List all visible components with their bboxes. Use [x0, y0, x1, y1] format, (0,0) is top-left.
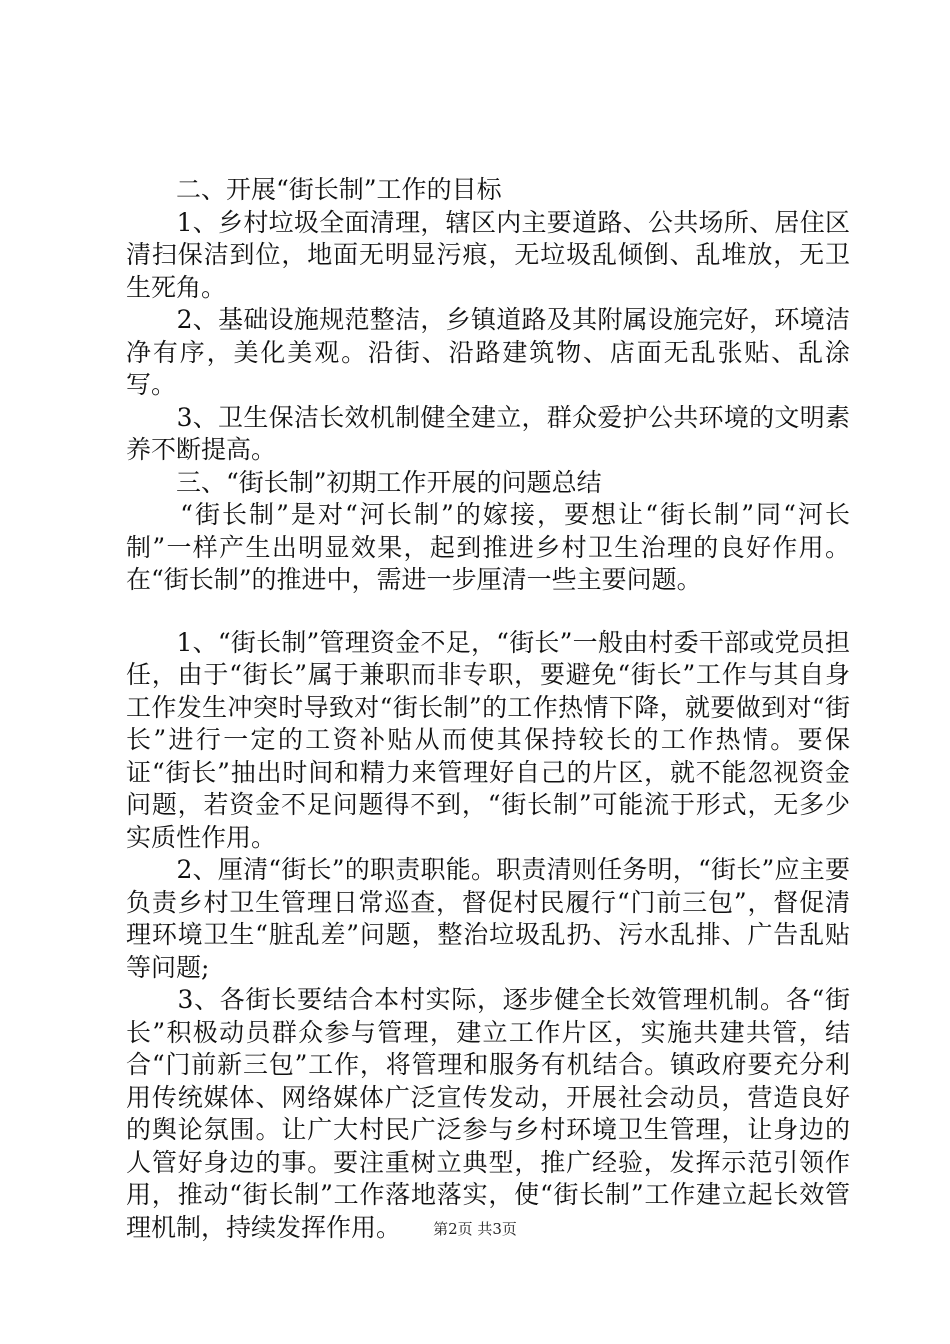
section-heading-goals: 二、开展“街长制”工作的目标 [126, 175, 502, 204]
section-heading-issues: 三、“街长制”初期工作开展的问题总结 [126, 467, 602, 497]
goal-item-2: 2、基础设施规范整洁，乡镇道路及其附属设施完好，环境洁净有序，美化美观。沿街、沿路建筑物、店面无乱张贴、乱涂写。 [126, 305, 850, 399]
issue-item-2: 2、厘清“街长”的职责职能。职责清则任务明，“街长”应主要负责乡村卫生管理日常巡查，督促村民履行“门前三包”，督促清理环境卫生“脏乱差”问题，整治垃圾乱扔、污水乱排、广告乱贴等问题; [126, 855, 850, 982]
issue-item-3: 3、各街长要结合本村实际，逐步健全长效管理机制。各“街长”积极动员群众参与管理，建立工作片区，实施共建共管，结合“门前新三包”工作，将管理和服务有机结合。镇政府要充分利用传统媒体、网络媒体广泛宣传发动，开展社会动员，营造良好的舆论氛围。让广大村民广泛参与乡村环境卫生管理，让身边的人管好身边的事。要注重树立典型，推广经验，发挥示范引领作用，推动“街长制”工作落地落实，使“街长制”工作建立起长效管理机制，持续发挥作用。 [126, 985, 850, 1242]
document-body [126, 174, 850, 1244]
goal-item-1: 1、乡村垃圾全面清理，辖区内主要道路、公共场所、居住区清扫保洁到位，地面无明显污痕，无垃圾乱倾倒、乱堆放，无卫生死角。 [126, 207, 850, 302]
paragraph-gap [126, 597, 850, 627]
page-number-label: 第2页 共3页 [433, 1220, 517, 1238]
page-footer [0, 1218, 950, 1239]
goal-item-3: 3、卫生保洁长效机制健全建立，群众爱护公共环境的文明素养不断提高。 [126, 402, 850, 464]
issues-intro-paragraph: “街长制”是对“河长制”的嫁接，要想让“街长制”同“河长制”一样产生出明显效果，起到推进乡村卫生治理的良好作用。在“街长制”的推进中，需进一步厘清一些主要问题。 [126, 500, 850, 594]
issue-item-1: 1、“街长制”管理资金不足，“街长”一般由村委干部或党员担任，由于“街长”属于兼职而非专职，要避免“街长”工作与其自身工作发生冲突时导致对“街长制”的工作热情下降，就要做到对“街长”进行一定的工资补贴从而使其保持较长的工作热情。要保证“街长”抽出时间和精力来管理好自己的片区，就不能忽视资金问题，若资金不足问题得不到，“街长制”可能流于形式，无多少实质性作用。 [126, 627, 850, 852]
